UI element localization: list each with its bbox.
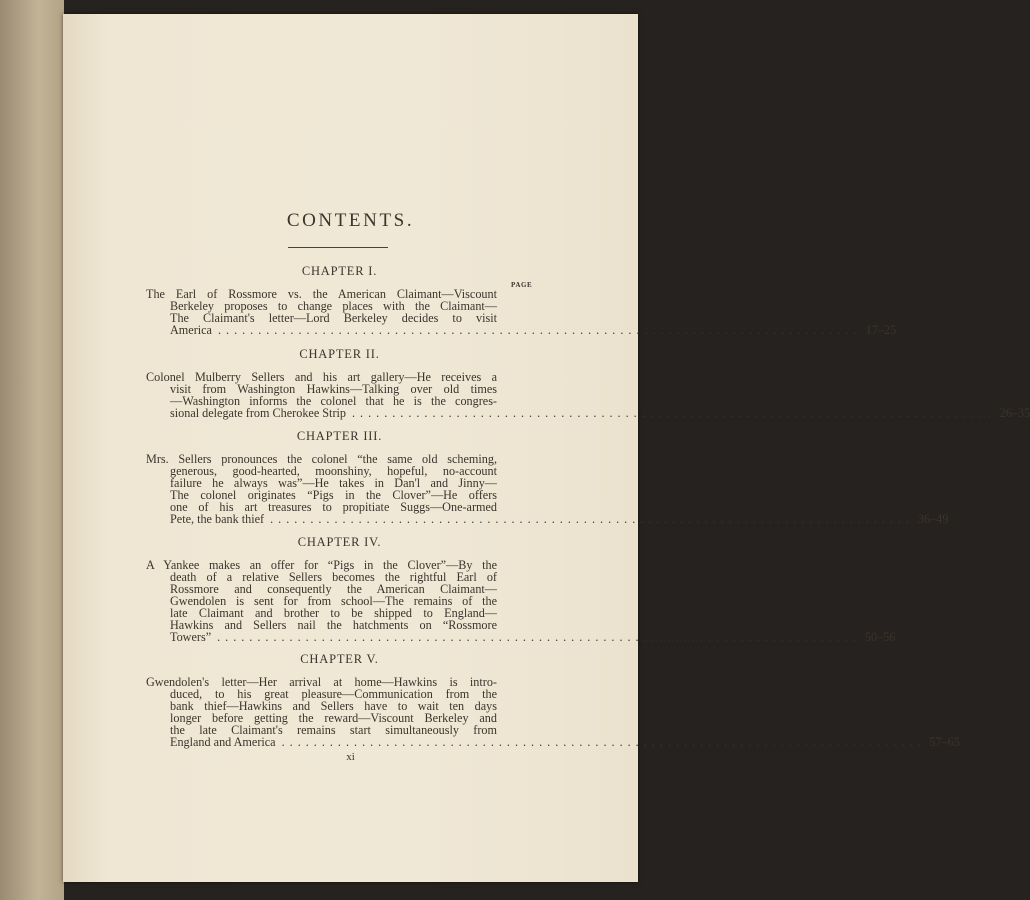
summary-line: duced, to his great pleasure—Communication from the — [170, 687, 497, 701]
summary-line: —Washington informs the colonel that he is the congres- — [170, 394, 497, 408]
summary-line: visit from Washington Hawkins—Talking over old times — [170, 382, 497, 396]
summary-line: The colonel originates “Pigs in the Clover”—He offers — [170, 488, 497, 502]
summary-line: bank thief—Hawkins and Sellers have to wait ten days — [170, 699, 497, 713]
summary-line: Colonel Mulberry Sellers and his art gallery—He receives a — [146, 370, 497, 384]
summary-line — [146, 323, 897, 337]
chapter-heading: CHAPTER III. — [296, 429, 383, 443]
summary-line: Hawkins and Sellers nail the hatchments on “Rossmore — [170, 618, 497, 632]
chapter-heading: CHAPTER IV. — [297, 535, 382, 549]
chapter-heading: CHAPTER V. — [300, 652, 379, 666]
summary-line: A Yankee makes an offer for “Pigs in the Clover”—By the — [146, 558, 497, 572]
summary-text: Pete, the bank thief — [170, 512, 265, 526]
summary-line: Mrs. Sellers pronounces the colonel “the same old scheming, — [146, 452, 497, 466]
page-range: 50–56 — [864, 630, 896, 644]
chapter-heading: CHAPTER II. — [299, 347, 380, 361]
summary-line: Berkeley proposes to change places with the Claimant— — [170, 299, 497, 313]
summary-line: Rossmore and consequently the American Claimant— — [170, 582, 497, 596]
summary-line: generous, good-hearted, moonshiny, hopeful, no-account — [170, 464, 497, 478]
summary-text: sional delegate from Cherokee Strip — [170, 406, 346, 420]
page-range: 57–65 — [929, 735, 960, 749]
summary-line: Gwendolen is sent for from school—The remains of the — [170, 594, 497, 608]
summary-line: longer before getting the reward—Viscount Berkeley and — [170, 711, 497, 725]
book-page — [63, 14, 1030, 882]
summary-line: The Earl of Rossmore vs. the American Claimant—Viscount — [146, 287, 497, 301]
dot-leader: ................................................................................ — [270, 512, 914, 526]
contents-title: CONTENTS. — [286, 210, 415, 231]
summary-text: Towers” — [170, 630, 212, 644]
dot-leader: ................................................................................ — [217, 323, 862, 337]
dot-leader: ................................................................................ — [281, 735, 926, 749]
summary-text: England and America — [170, 735, 276, 749]
summary-line: the late Claimant's remains start simultaneously from — [170, 723, 497, 737]
summary-line: Gwendolen's letter—Her arrival at home—Hawkins is intro- — [146, 675, 497, 689]
summary-line: failure he always was”—He takes in Dan'l and Jinny— — [170, 476, 497, 490]
page-column-label: PAGE — [511, 281, 533, 289]
page-range: 26–35 — [999, 406, 1030, 420]
chapter-heading: CHAPTER I. — [301, 264, 378, 278]
summary-text: America — [170, 323, 212, 337]
title-rule — [288, 247, 388, 248]
chapter-summary — [146, 452, 949, 526]
page-number: xi — [346, 751, 355, 763]
page-range: 36–49 — [917, 512, 949, 526]
summary-line: The Claimant's letter—Lord Berkeley decides to visit — [170, 311, 497, 325]
chapter-entry — [146, 535, 896, 644]
summary-line: death of a relative Sellers becomes the rightful Earl of — [170, 570, 497, 584]
summary-line: one of his art treasures to propitiate Suggs—One-armed — [170, 500, 497, 514]
facing-page-edge — [0, 0, 64, 900]
chapter-summary — [146, 287, 897, 337]
summary-line — [146, 630, 896, 644]
summary-line — [146, 512, 949, 526]
chapter-summary — [146, 675, 960, 749]
chapter-entry — [146, 264, 897, 337]
summary-line — [146, 406, 1030, 420]
chapter-summary — [146, 558, 896, 644]
dot-leader: ................................................................................ — [217, 630, 861, 644]
chapter-entry — [146, 652, 960, 749]
page-range: 17–25 — [865, 323, 897, 337]
dot-leader: ................................................................................ — [352, 406, 996, 420]
summary-line — [146, 735, 960, 749]
summary-line: late Claimant and brother to be shipped to England— — [170, 606, 497, 620]
chapter-entry — [146, 347, 1030, 420]
chapter-entry — [146, 429, 949, 526]
chapter-summary — [146, 370, 1030, 420]
